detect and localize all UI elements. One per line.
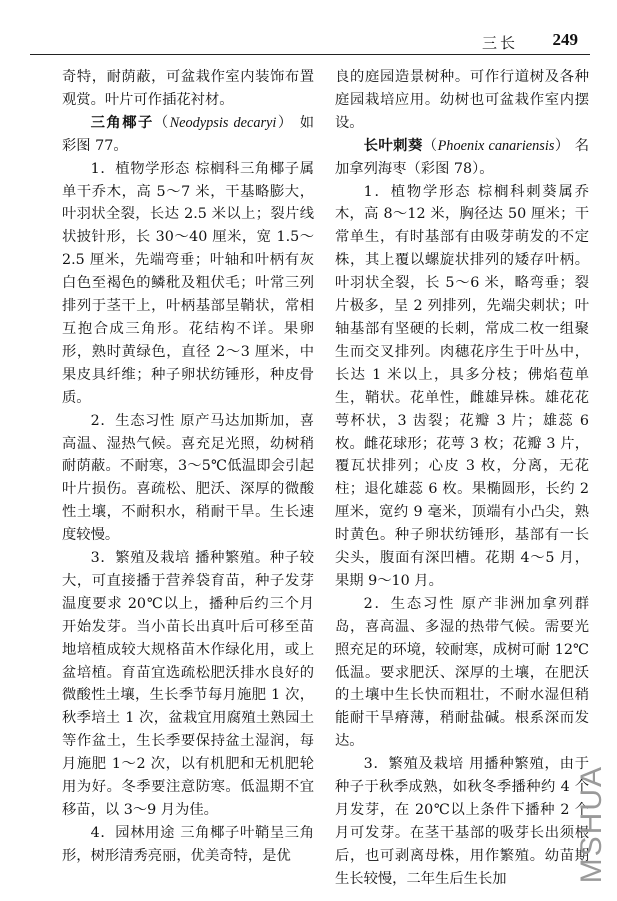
paren-open: （ [422, 137, 438, 154]
entry-heading [62, 112, 314, 158]
right-column [335, 66, 589, 891]
paragraph: 2．生态习性 原产非洲加拿列群岛，喜高温、多湿的热带气候。需要光照充足的环境，较耐寒，成树可耐 12℃低温。要求肥沃、深厚的土壤，在肥沃的土壤中生长快而粗壮，不耐水湿但稍能耐干旱瘠薄，稍耐盐碱。根系深而发达。 [335, 595, 589, 750]
paragraph: 奇特，耐荫蔽，可盆栽作室内装饰布置观赏。叶片可作插花衬材。 [62, 69, 314, 108]
paragraph: 2．生态习性 原产马达加斯加，喜高温、湿热气候。喜充足光照，幼树稍耐荫蔽。不耐寒，3～5℃低温即会引起叶片损伤。喜疏松、肥沃、深厚的微酸性土壤，不耐积水，稍耐干旱。生长速度较慢。 [62, 412, 314, 544]
watermark: MSHUA [575, 764, 608, 883]
running-head: 三长 [481, 34, 518, 52]
paragraph: 3．繁殖及栽培 用播种繁殖，由于种子于秋季成熟，如秋冬季播种约 4 个月发芽，在 20℃以上条件下播种 2 个月可发芽。在茎干基部的吸芽长出须根后，也可剥离母株，用作繁殖。幼苗期生长较慢，二年生后生长加 [335, 756, 589, 887]
latin-name: Phoenix canariensis [437, 137, 555, 154]
species-title: 长叶刺葵 [363, 137, 423, 154]
left-column [62, 66, 314, 868]
paragraph: 1．植物学形态 棕榈科刺葵属乔木，高 8～12 米，胸径达 50 厘米；干常单生，有时基部有由吸芽萌发的不定株，其上覆以螺旋状排列的矮存叶柄。叶羽状全裂，长 5～6 米，略弯垂；裂片极多，呈 2 列排列，先端尖刺状；叶轴基部有坚硬的长刺，常成二枚一组聚生而交叉排列。肉穗花序生于叶丛中，长达 1 米以上，具多分枝；佛焰苞单生，鞘状。花单性，雌雄异株。雄花花萼杯状，3 齿裂；花瓣 3 片；雄蕊 6 枚。雌花球形；花萼 3 枚；花瓣 3 片，覆瓦状排列；心皮 3 枚，分离，无花柱；退化雄蕊 6 枚。果椭圆形，长约 2 厘米，宽约 9 毫米，顶端有小凸尖，熟时黄色。种子卵状纺锤形，基部有一长尖头，腹面有深凹槽。花期 4～5 月，果期 9～10 月。 [335, 183, 589, 589]
paragraph: 3．繁殖及栽培 播种繁殖。种子较大，可直接播于营养袋育苗，种子发芽温度要求 20℃以上，播种后约三个月开始发芽。当小苗长出真叶后可移至苗地培植成较大规格苗木作绿化用，或上盆培植。育苗宜选疏松肥沃排水良好的微酸性土壤，生长季节每月施肥 1 次，秋季培土 1 次，盆栽宜用腐殖土熟园土等作盆土，生长季要保持盆土湿润，每月施肥 1～2 次，以有机肥和无机肥轮用为好。冬季要注意防寒。低温期不宜移苗，以 3～9 月为佳。 [62, 550, 314, 818]
paragraph: 良的庭园造景树种。可作行道树及各种庭园栽培应用。幼树也可盆栽作室内摆设。 [335, 69, 589, 131]
paragraph: 4．园林用途 三角椰子叶鞘呈三角形，树形清秀亮丽，优美奇特，是优 [62, 824, 314, 864]
species-title: 三角椰子 [90, 114, 154, 131]
page-number: 249 [552, 30, 578, 49]
page-header [30, 28, 590, 55]
paragraph: 1．植物学形态 棕榈科三角椰子属单干乔木，高 5～7 米，干基略膨大，叶羽状全裂，长达 2.5 米以上；裂片线状披针形，长 30～40 厘米，宽 1.5～2.5 厘米，先端弯垂；叶轴和叶柄有灰白色至褐色的鳞秕及粗伏毛；叶常三列排列于茎干上，叶柄基部呈鞘状，常相互抱合成三角形。花结构不详。果卵形，熟时黄绿色，直径 2～3 厘米，中果皮具纤维；种子卵状纺锤形，种皮骨质。 [62, 160, 314, 406]
heading-tail: ） 名加拿列海枣（彩图 78）。 [335, 137, 590, 177]
entry-heading [335, 135, 589, 181]
heading-tail: ） 如彩图 77。 [62, 114, 315, 154]
paren-open: （ [153, 114, 170, 131]
latin-name: Neodypsis decaryi [169, 114, 277, 131]
